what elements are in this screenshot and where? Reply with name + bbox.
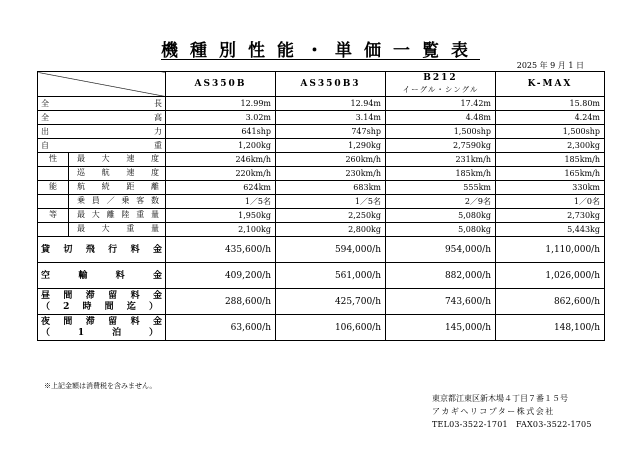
row-header (38, 237, 166, 263)
table-cell: 288,600/h (166, 289, 276, 315)
row-label: 出 力 (41, 126, 162, 136)
row-label: 最 大 速 度 (77, 154, 159, 163)
row-header (38, 181, 166, 195)
table-cell: 145,000/h (386, 315, 496, 341)
row-header (38, 195, 166, 209)
table-cell: 12.94m (276, 97, 386, 111)
header-row (38, 72, 605, 97)
table-cell: 594,000/h (276, 237, 386, 263)
perf-row (38, 223, 605, 237)
table-cell: 555km (386, 181, 496, 195)
company-tel-fax: TEL03-3522-1701 FAX03-3522-1705 (432, 420, 592, 429)
table-cell: 260km/h (276, 153, 386, 167)
table-cell: 862,600/h (496, 289, 605, 315)
table-cell: 106,600/h (276, 315, 386, 341)
row-label: 夜 間 滞 留 料 金 (41, 316, 162, 327)
spec-row (38, 97, 605, 111)
table-cell: 1,290kg (276, 139, 386, 153)
price-row (38, 315, 605, 341)
row-label: （ 2 時 間 迄 ） (41, 301, 158, 312)
table-cell: 882,000/h (386, 263, 496, 289)
column-header: K-MAX (496, 72, 605, 97)
row-label: 全 高 (41, 112, 162, 122)
table-cell: 330km (496, 181, 605, 195)
perf-row (38, 181, 605, 195)
table-cell: 5,080kg (386, 209, 496, 223)
row-label: 昼 間 滞 留 料 金 (41, 290, 162, 301)
table-cell: 165km/h (496, 167, 605, 181)
table-cell: 2,100kg (166, 223, 276, 237)
row-label: （ 1 泊 ） (41, 327, 158, 338)
table-cell: 5,080kg (386, 223, 496, 237)
table-cell: 1／5名 (276, 195, 386, 209)
row-header (38, 139, 166, 153)
row-label: 航 続 距 離 (77, 182, 159, 191)
table-cell: 63,600/h (166, 315, 276, 341)
row-header (38, 223, 166, 237)
table-cell: 246km/h (166, 153, 276, 167)
table-cell: 641shp (166, 125, 276, 139)
table-cell: 4.24m (496, 111, 605, 125)
table-cell: 954,000/h (386, 237, 496, 263)
perf-group-label (38, 195, 69, 208)
row-label: 乗 員 ／ 乗 客 数 (77, 196, 159, 205)
price-row (38, 237, 605, 263)
table-cell: 5,443kg (496, 223, 605, 237)
table-cell: 3.02m (166, 111, 276, 125)
row-header (38, 315, 166, 341)
row-label: 空 輸 料 金 (41, 270, 162, 281)
perf-row (38, 209, 605, 223)
document-date: 2025 年 9 月 1 日 (516, 61, 584, 70)
perf-row (38, 153, 605, 167)
spec-price-table (37, 71, 605, 341)
table-cell: 747shp (276, 125, 386, 139)
table-cell: 1,500shp (496, 125, 605, 139)
row-header (38, 167, 166, 181)
table-cell: 2／9名 (386, 195, 496, 209)
table-cell: 2,7590kg (386, 139, 496, 153)
company-info (432, 392, 592, 431)
tax-note: ※上記金額は消費税を含みません。 (44, 382, 157, 390)
header-corner (38, 72, 166, 97)
table-cell: 231km/h (386, 153, 496, 167)
company-address: 東京都江東区新木場４丁目７番１５号 (432, 394, 568, 403)
table-cell: 2,730kg (496, 209, 605, 223)
row-header (38, 289, 166, 315)
table-cell: 561,000/h (276, 263, 386, 289)
perf-group-label: 能 (38, 181, 69, 194)
spec-row (38, 125, 605, 139)
row-label: 全 長 (41, 98, 162, 108)
row-header (38, 125, 166, 139)
table-cell: 1,950kg (166, 209, 276, 223)
table-cell: 12.99m (166, 97, 276, 111)
table-cell: 15.80m (496, 97, 605, 111)
table-cell: 2,300kg (496, 139, 605, 153)
row-label: 最 大 離 陸 重 量 (77, 210, 159, 219)
table-cell: 4.48m (386, 111, 496, 125)
page-title: 機種別性能・単価一覧表 (161, 41, 480, 61)
column-header: AS350B3 (276, 72, 386, 97)
price-row (38, 263, 605, 289)
price-row (38, 289, 605, 315)
column-header: B212 イーグル・シングル (386, 72, 496, 97)
table-cell: 1,500shp (386, 125, 496, 139)
table-cell: 435,600/h (166, 237, 276, 263)
table-cell: 185km/h (386, 167, 496, 181)
table-cell: 230km/h (276, 167, 386, 181)
company-name: アカギヘリコプター株式会社 (432, 407, 555, 416)
row-header (38, 263, 166, 289)
row-label: 自 重 (41, 140, 162, 150)
table-cell: 2,250kg (276, 209, 386, 223)
table-cell: 185km/h (496, 153, 605, 167)
table-cell: 1,200kg (166, 139, 276, 153)
perf-row (38, 167, 605, 181)
row-label: 巡 航 速 度 (77, 168, 159, 177)
table-cell: 1,026,000/h (496, 263, 605, 289)
spec-row (38, 111, 605, 125)
row-label: 最 大 重 量 (77, 224, 159, 233)
spec-row (38, 139, 605, 153)
perf-group-label: 性 (38, 153, 69, 166)
table-cell: 1,110,000/h (496, 237, 605, 263)
row-header (38, 153, 166, 167)
row-header (38, 209, 166, 223)
table-cell: 2,800kg (276, 223, 386, 237)
table-cell: 17.42m (386, 97, 496, 111)
table-cell: 3.14m (276, 111, 386, 125)
table-cell: 683km (276, 181, 386, 195)
table-cell: 409,200/h (166, 263, 276, 289)
table-cell: 1／0名 (496, 195, 605, 209)
perf-row (38, 195, 605, 209)
column-header: AS350B (166, 72, 276, 97)
perf-group-label: 等 (38, 209, 69, 222)
perf-group-label (38, 223, 69, 236)
table-cell: 148,100/h (496, 315, 605, 341)
row-label: 貸 切 飛 行 料 金 (41, 244, 162, 255)
row-header (38, 111, 166, 125)
row-header (38, 97, 166, 111)
table-cell: 425,700/h (276, 289, 386, 315)
perf-group-label (38, 167, 69, 180)
table-cell: 743,600/h (386, 289, 496, 315)
table-cell: 1／5名 (166, 195, 276, 209)
table-cell: 220km/h (166, 167, 276, 181)
table-cell: 624km (166, 181, 276, 195)
